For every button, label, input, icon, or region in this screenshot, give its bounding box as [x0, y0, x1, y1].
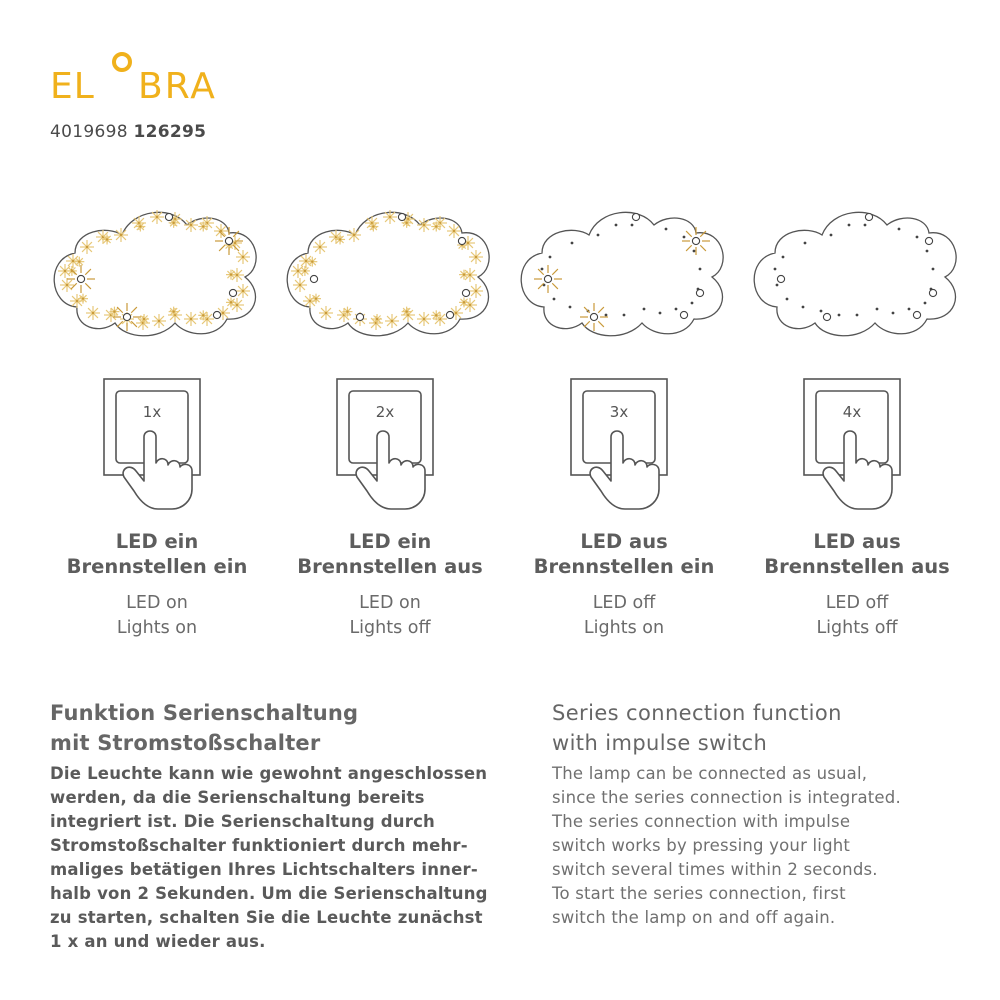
heading-de: Funktion Serienschaltung mit Stromstoßschalter	[50, 701, 359, 755]
press-count: 3x	[609, 403, 629, 421]
press-count: 1x	[142, 403, 162, 421]
state-en	[747, 591, 967, 641]
lights-state-en: Lights on	[116, 618, 198, 638]
lights-state-de: Brennstellen ein	[66, 555, 248, 578]
description-en	[552, 698, 1000, 930]
state-de	[514, 529, 734, 579]
led-state-de: LED ein	[348, 530, 432, 553]
article-prefix: 4019698	[50, 122, 128, 142]
state-de	[280, 529, 500, 579]
cloud-lamp-icon	[747, 195, 967, 345]
hand-switch-icon	[102, 377, 212, 512]
svg-text:BRA: BRA	[138, 66, 217, 104]
body-de: Die Leuchte kann wie gewohnt angeschlossen werden, da die Serienschaltung bereits integriert ist. Die Serienschaltung durch Stromstoßschalter funktioniert durch mehr- maliges betätigen Ihres Lichtschalters inner- halb von 2 Sekunden. Um die Serienschaltung zu starten, schalten Sie die Leuchte zunächst 1 x an und wieder aus.	[50, 764, 488, 951]
lights-state-de: Brennstellen ein	[533, 555, 715, 578]
step-panel-4	[747, 195, 967, 655]
led-state-en: LED off	[825, 593, 889, 613]
state-de	[747, 529, 967, 579]
state-en	[280, 591, 500, 641]
step-panel-2	[280, 195, 500, 655]
article-code: 126295	[133, 122, 207, 142]
press-count: 2x	[375, 403, 395, 421]
led-state-de: LED aus	[813, 530, 901, 553]
state-en	[47, 591, 267, 641]
led-state-en: LED on	[359, 593, 421, 613]
led-state-de: LED ein	[115, 530, 199, 553]
led-state-en: LED off	[592, 593, 656, 613]
body-en: The lamp can be connected as usual, since the series connection is integrated. The series connection with impulse switch works by pressing your light switch several times within 2 seconds. To start the series connection, first switch the lamp on and off again.	[552, 764, 901, 927]
hand-switch-icon	[569, 377, 679, 512]
led-state-en: LED on	[126, 593, 188, 613]
step-panel-1	[47, 195, 267, 655]
elobra-logo	[50, 48, 250, 104]
press-count: 4x	[842, 403, 862, 421]
lights-state-en: Lights off	[349, 618, 431, 638]
cloud-lamp-icon	[514, 195, 734, 345]
hand-switch-icon	[802, 377, 912, 512]
state-de	[47, 529, 267, 579]
cloud-lamp-icon	[47, 195, 267, 345]
lights-state-de: Brennstellen aus	[297, 555, 483, 578]
svg-text:EL: EL	[50, 66, 95, 104]
lights-state-de: Brennstellen aus	[764, 555, 950, 578]
state-en	[514, 591, 734, 641]
heading-en: Series connection function with impulse switch	[552, 701, 842, 755]
description-de	[50, 698, 500, 954]
lights-state-en: Lights off	[816, 618, 898, 638]
step-panel-3	[514, 195, 734, 655]
cloud-lamp-icon	[280, 195, 500, 345]
article-number	[50, 122, 206, 142]
lights-state-en: Lights on	[583, 618, 665, 638]
hand-switch-icon	[335, 377, 445, 512]
led-state-de: LED aus	[580, 530, 668, 553]
